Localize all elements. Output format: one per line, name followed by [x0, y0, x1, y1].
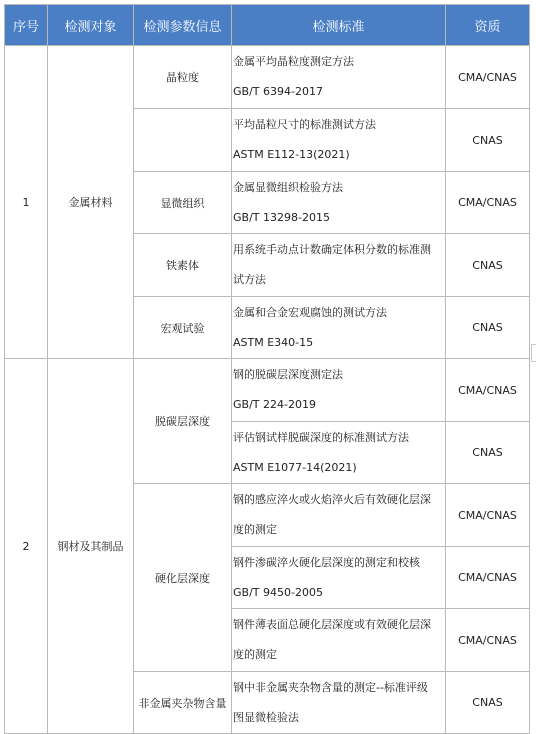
- standard-title: 金属和合金宏观腐蚀的测试方法: [233, 306, 387, 319]
- standard-title: 平均晶粒尺寸的标准测试方法: [233, 118, 376, 131]
- standard-title: 金属显微组织检验方法: [233, 181, 343, 194]
- header-standard: 检测标准: [232, 5, 446, 46]
- qualification-cell: CNAS: [446, 109, 530, 172]
- standard-code: 试方法: [233, 273, 266, 286]
- standards-table: [4, 4, 530, 734]
- standard-code: 度的测定: [233, 648, 277, 661]
- qualification-cell: CMA/CNAS: [446, 172, 530, 234]
- qualification-cell: CMA/CNAS: [446, 359, 530, 422]
- header-object: 检测对象: [48, 5, 134, 46]
- qualification-cell: CMA/CNAS: [446, 547, 530, 609]
- table-row: [5, 46, 530, 109]
- param-cell: 铁素体: [134, 234, 232, 297]
- standard-title: 钢件渗碳淬火硬化层深度的测定和校核: [233, 556, 420, 569]
- param-cell: 晶粒度: [134, 46, 232, 109]
- standard-title: 钢的感应淬火或火焰淬火后有效硬化层深: [233, 493, 431, 506]
- param-cell-empty: [134, 109, 232, 172]
- qualification-cell: CMA/CNAS: [446, 484, 530, 547]
- standard-cell: [232, 484, 446, 547]
- group-number: 2: [5, 359, 48, 734]
- standard-title: 钢中非金属夹杂物含量的测定--标准评级: [233, 681, 428, 694]
- standard-cell: [232, 609, 446, 672]
- qualification-cell: CNAS: [446, 297, 530, 359]
- group-object: 钢材及其制品: [48, 359, 134, 734]
- standard-cell: [232, 234, 446, 297]
- group-number: 1: [5, 46, 48, 359]
- standard-code: GB/T 9450-2005: [233, 586, 323, 599]
- standard-cell: [232, 297, 446, 359]
- standard-cell: [232, 547, 446, 609]
- param-cell: 脱碳层深度: [134, 359, 232, 484]
- standard-title: 钢件薄表面总硬化层深度或有效硬化层深: [233, 618, 431, 631]
- page-edge-marker: [531, 344, 536, 362]
- standard-code: GB/T 6394-2017: [233, 85, 323, 98]
- standard-code: 图显微检验法: [233, 711, 299, 724]
- table-row: [5, 359, 530, 422]
- standard-cell: [232, 109, 446, 172]
- header-qualification: 资质: [446, 5, 530, 46]
- header-param: 检测参数信息: [134, 5, 232, 46]
- qualification-cell: CNAS: [446, 672, 530, 734]
- qualification-cell: CNAS: [446, 234, 530, 297]
- header-row: [5, 5, 530, 46]
- standard-code: ASTM E112-13(2021): [233, 148, 350, 161]
- standard-code: GB/T 224-2019: [233, 398, 316, 411]
- param-cell: 非金属夹杂物含量: [134, 672, 232, 734]
- standard-cell: [232, 422, 446, 484]
- param-cell: 显微组织: [134, 172, 232, 234]
- param-cell: 硬化层深度: [134, 484, 232, 672]
- standard-code: ASTM E340-15: [233, 336, 314, 349]
- group-object: 金属材料: [48, 46, 134, 359]
- standard-code: GB/T 13298-2015: [233, 211, 330, 224]
- standard-code: ASTM E1077-14(2021): [233, 461, 357, 474]
- qualification-cell: CMA/CNAS: [446, 609, 530, 672]
- standard-title: 金属平均晶粒度测定方法: [233, 55, 354, 68]
- header-no: 序号: [5, 5, 48, 46]
- qualification-cell: CNAS: [446, 422, 530, 484]
- standard-cell: [232, 46, 446, 109]
- param-cell: 宏观试验: [134, 297, 232, 359]
- qualification-cell: CMA/CNAS: [446, 46, 530, 109]
- standard-cell: [232, 672, 446, 734]
- standard-title: 用系统手动点计数确定体积分数的标准测: [233, 243, 431, 256]
- standard-cell: [232, 359, 446, 422]
- standard-code: 度的测定: [233, 523, 277, 536]
- standard-cell: [232, 172, 446, 234]
- standard-title: 评估钢试样脱碳深度的标准测试方法: [233, 431, 409, 444]
- standard-title: 钢的脱碳层深度测定法: [233, 368, 343, 381]
